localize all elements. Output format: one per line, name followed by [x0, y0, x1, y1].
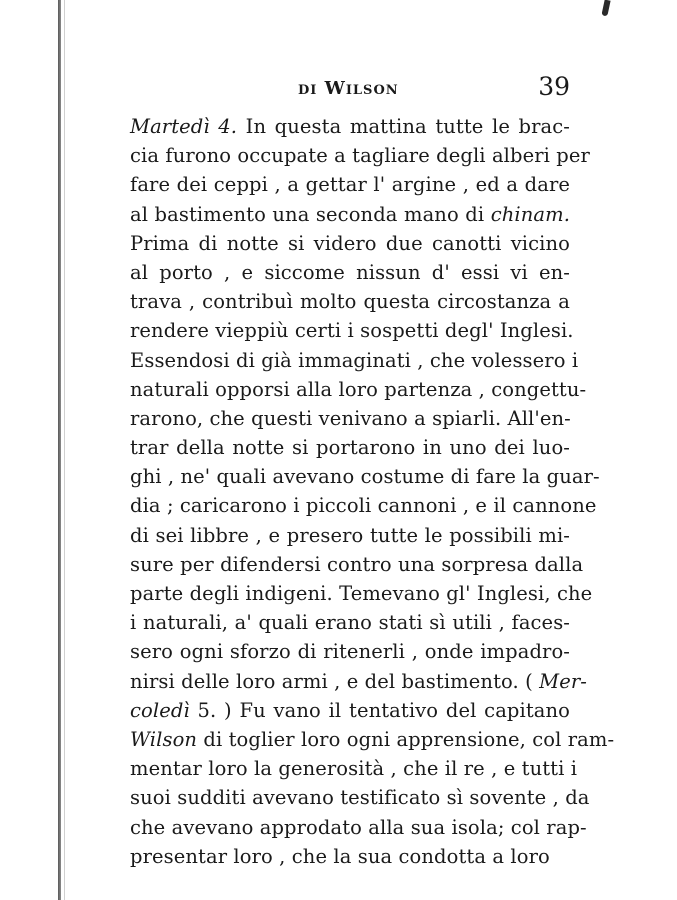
text-line [130, 637, 570, 666]
text-segment: che avevano approdato alla sua isola; col rap- [130, 815, 587, 839]
text-line [130, 550, 584, 579]
text-segment: al porto , e siccome nissun d' essi vi en- [130, 260, 570, 284]
binding-shadow [64, 0, 65, 900]
text-segment: sure per difendersi contro una sorpresa dalla [130, 552, 584, 576]
italic-segment: chinam. [490, 202, 570, 226]
italic-segment: coledì [130, 698, 190, 722]
text-segment: al bastimento una seconda mano di [130, 202, 491, 226]
text-segment: rarono, che questi venivano a spiarli. All'en- [130, 406, 571, 430]
text-segment: ghi , ne' quali avevano costume di fare la guar- [130, 465, 600, 489]
text-segment: di sei libbre , e presero tutte le possibili mi- [130, 523, 570, 547]
text-segment: Prima di notte si videro due canotti vicino [130, 231, 570, 255]
text-segment: i naturali, a' quali erano stati sì utili , faces- [130, 611, 570, 635]
text-line [130, 287, 570, 316]
text-segment: di toglier loro ogni apprensione, col ram- [197, 727, 615, 751]
text-segment: mentar loro la generosità , che il re , e tutti i [130, 757, 578, 781]
text-segment: presentar loro , che la sua condotta a loro [130, 844, 550, 868]
italic-segment: Martedì 4. [130, 115, 238, 138]
text-line [130, 491, 597, 520]
text-line [130, 404, 570, 433]
text-line [130, 608, 570, 637]
text-line [130, 462, 600, 491]
text-line [130, 813, 587, 842]
italic-segment: Mer- [539, 669, 587, 693]
text-segment: sero ogni sforzo di ritenerli , onde impadro- [130, 640, 570, 664]
italic-segment: Wilson [130, 727, 198, 751]
text-line [130, 346, 579, 375]
text-line [130, 141, 590, 170]
text-segment: nirsi delle loro armi , e del bastimento. ( [130, 669, 540, 693]
running-head: di Wilson [298, 78, 399, 99]
text-line [130, 783, 590, 812]
text-segment: cia furono occupate a tagliare degli alberi per [130, 144, 590, 168]
text-line [130, 258, 570, 287]
text-line [130, 579, 593, 608]
text-line [130, 229, 570, 258]
text-segment: Essendosi di già immaginati , che volessero i [130, 348, 579, 372]
text-segment: parte degli indigeni. Temevano gl' Inglesi, che [130, 582, 593, 605]
text-line [130, 696, 570, 725]
text-line [130, 170, 570, 199]
text-line [130, 200, 570, 229]
text-line [130, 842, 570, 871]
body-text [130, 112, 615, 871]
text-line [130, 521, 570, 550]
text-line [130, 725, 615, 754]
text-segment: suoi sudditi avevano testificato sì sovente , da [130, 786, 590, 810]
text-line [130, 112, 570, 141]
text-segment: rendere vieppiù certi i sospetti degl' Inglesi. [130, 319, 574, 343]
binding-edge [58, 0, 61, 900]
text-segment: fare dei ceppi , a gettar l' argine , ed a dare [130, 173, 570, 197]
text-line [130, 754, 578, 783]
text-segment: 5. ) Fu vano il tentativo del capitano [189, 698, 570, 722]
text-segment: trava , contribuì molto questa circostanza a [130, 290, 570, 314]
text-line [130, 375, 587, 404]
page-number: 39 [538, 72, 570, 101]
text-segment: trar della notte si portarono in uno dei luo- [130, 436, 570, 460]
text-segment: naturali opporsi alla loro partenza , congettu- [130, 377, 587, 401]
page-header [130, 72, 570, 112]
ink-mark [601, 0, 610, 16]
text-line [130, 316, 574, 345]
text-line [130, 433, 570, 462]
text-segment: dia ; caricarono i piccoli cannoni , e il cannone [130, 494, 597, 518]
text-segment: In questa mattina tutte le brac- [237, 115, 570, 138]
text-line [130, 667, 587, 696]
